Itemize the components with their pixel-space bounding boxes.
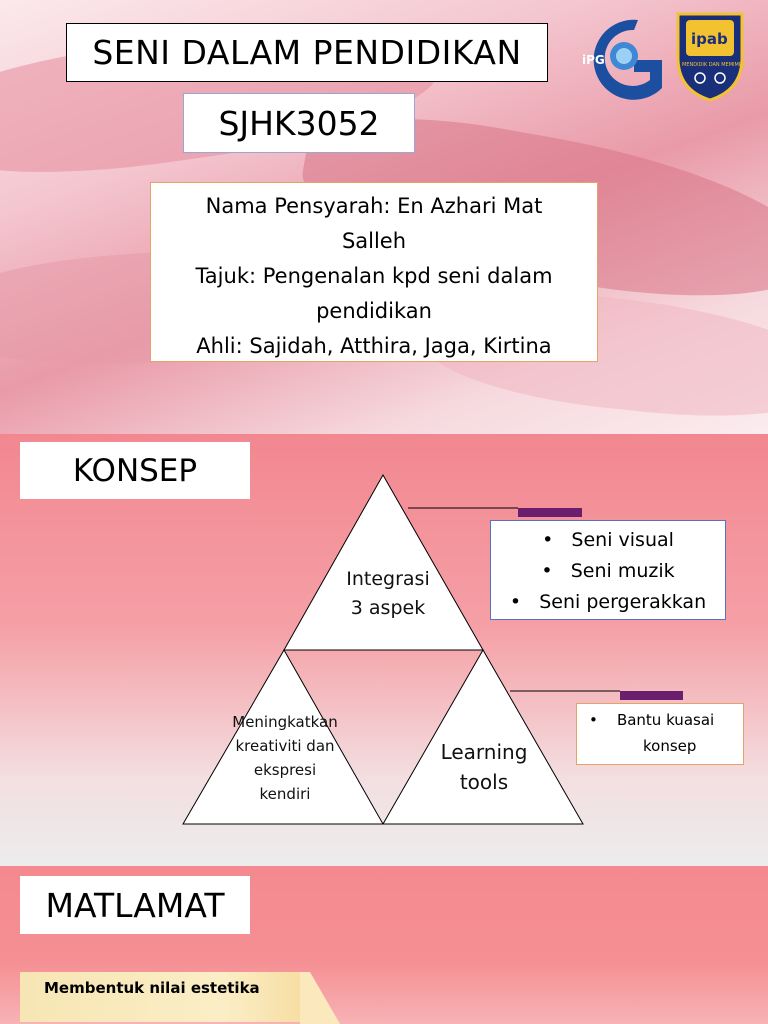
svg-text:MENDIDIK DAN MEMIMPIN: MENDIDIK DAN MEMIMPIN [682,62,746,68]
institution-logos [578,8,746,104]
triangle-diagram [0,434,768,866]
bantu-list-box [576,703,744,765]
matlamat-slide [0,866,768,1024]
course-code: SJHK3052 [183,93,415,153]
label-line: 3 aspek [350,597,426,619]
matlamat-heading: MATLAMAT [20,876,250,934]
bullet-icon: • [589,711,598,729]
connector-bar-bottom [620,691,683,700]
info-line: Nama Pensyarah: En Azhari Mat [205,194,543,218]
label-line: kendiri [259,785,311,803]
label-line: Integrasi [346,568,430,590]
list-item: • Seni muzik [541,560,675,582]
label-line: Learning [440,740,528,764]
triangle-right-label [414,737,554,797]
label-line: kreativiti dan [235,737,335,755]
svg-text:ipab: ipab [691,30,728,48]
info-line: Salleh [341,229,407,253]
info-box [150,182,598,362]
ipg-logo-icon [578,8,746,104]
seni-list-box [490,520,726,620]
triangle-left-label [205,710,365,806]
list-item: • Bantu kuasai [589,711,715,729]
title-slide [0,0,768,434]
info-line: Tajuk: Pengenalan kpd seni dalam [195,264,553,288]
list-item: • Seni pergerakkan [509,591,707,613]
label-line: tools [459,770,509,794]
bullet-icon: • [541,560,553,582]
svg-text:iPG: iPG [582,53,605,67]
list-item: • Seni visual [542,529,674,551]
bullet-icon: • [542,529,554,551]
slide-title: SENI DALAM PENDIDIKAN [66,23,548,82]
konsep-heading: KONSEP [20,442,250,499]
goal-banner-text: Membentuk nilai estetika [44,979,260,997]
list-item-continuation: konsep [643,737,697,755]
info-line: pendidikan [316,299,432,323]
connector-bar-top [518,508,582,517]
konsep-slide [0,434,768,866]
bullet-icon: • [509,591,522,613]
info-line: Ahli: Sajidah, Atthira, Jaga, Kirtina [196,334,552,358]
banner-arrow-decoration [300,968,360,1024]
label-line: ekspresi [253,761,317,779]
label-line: Meningkatkan [232,713,338,731]
triangle-top [284,475,483,650]
triangle-top-label [318,565,458,623]
